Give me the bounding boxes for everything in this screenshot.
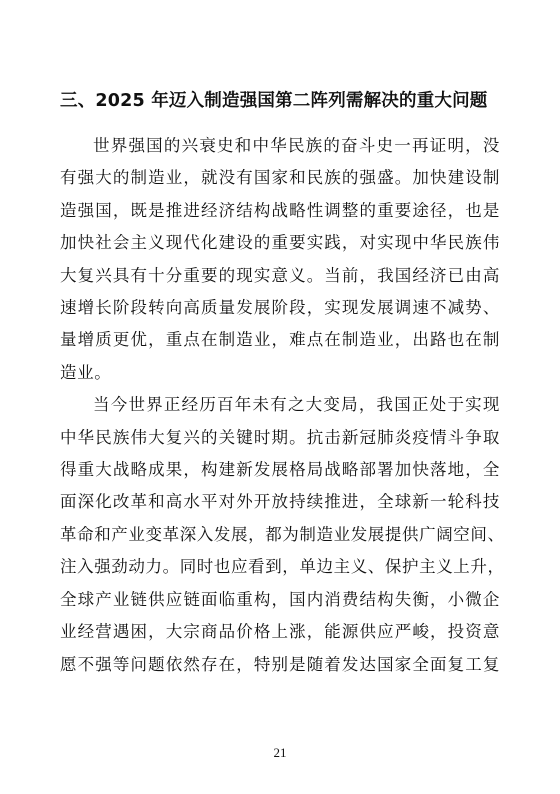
text-line: 加快社会主义现代化建设的重要实践，对实现中华民族伟 xyxy=(60,233,500,253)
text-line: 革命和产业变革深入发展，都为制造业发展提供广阔空间、 xyxy=(60,524,505,544)
text-line: 造强国，既是推进经济结构战略性调整的重要途径，也是 xyxy=(60,200,500,220)
text-line: 面深化改革和高水平对外开放持续推进，全球新一轮科技 xyxy=(60,492,500,512)
paragraph-2 xyxy=(60,389,505,681)
text-line: 速增长阶段转向高质量发展阶段，实现发展调速不减势、 xyxy=(60,298,500,318)
text-line: 造业。 xyxy=(60,362,112,382)
text-line: 全球产业链供应链面临重构，国内消费结构失衡，小微企 xyxy=(60,589,500,609)
text-line: 愿不强等问题依然存在，特别是随着发达国家全面复工复 xyxy=(60,654,500,674)
text-line: 当今世界正经历百年未有之大变局，我国正处于实现 xyxy=(93,395,500,415)
text-line: 业经营遇困，大宗商品价格上涨，能源供应严峻，投资意 xyxy=(60,622,500,642)
text-line: 注入强劲动力。同时也应看到，单边主义、保护主义上升， xyxy=(60,557,505,577)
text-line: 大复兴具有十分重要的现实意义。当前，我国经济已由高 xyxy=(60,265,500,285)
text-line: 量增质更优，重点在制造业，难点在制造业，出路也在制 xyxy=(60,330,500,350)
text-line: 世界强国的兴衰史和中华民族的奋斗史一再证明，没 xyxy=(93,136,500,155)
body-text xyxy=(60,130,505,681)
text-line: 得重大战略成果，构建新发展格局战略部署加快落地，全 xyxy=(60,460,500,480)
paragraph-1 xyxy=(60,130,500,389)
page-number: 21 xyxy=(273,745,287,760)
section-heading: 三、2025 年迈入制造强国第二阵列需解决的重大问题 xyxy=(60,91,488,111)
text-line: 有强大的制造业，就没有国家和民族的强盛。加快建设制 xyxy=(60,168,500,188)
text-line: 中华民族伟大复兴的关键时期。抗击新冠肺炎疫情斗争取 xyxy=(60,427,500,447)
